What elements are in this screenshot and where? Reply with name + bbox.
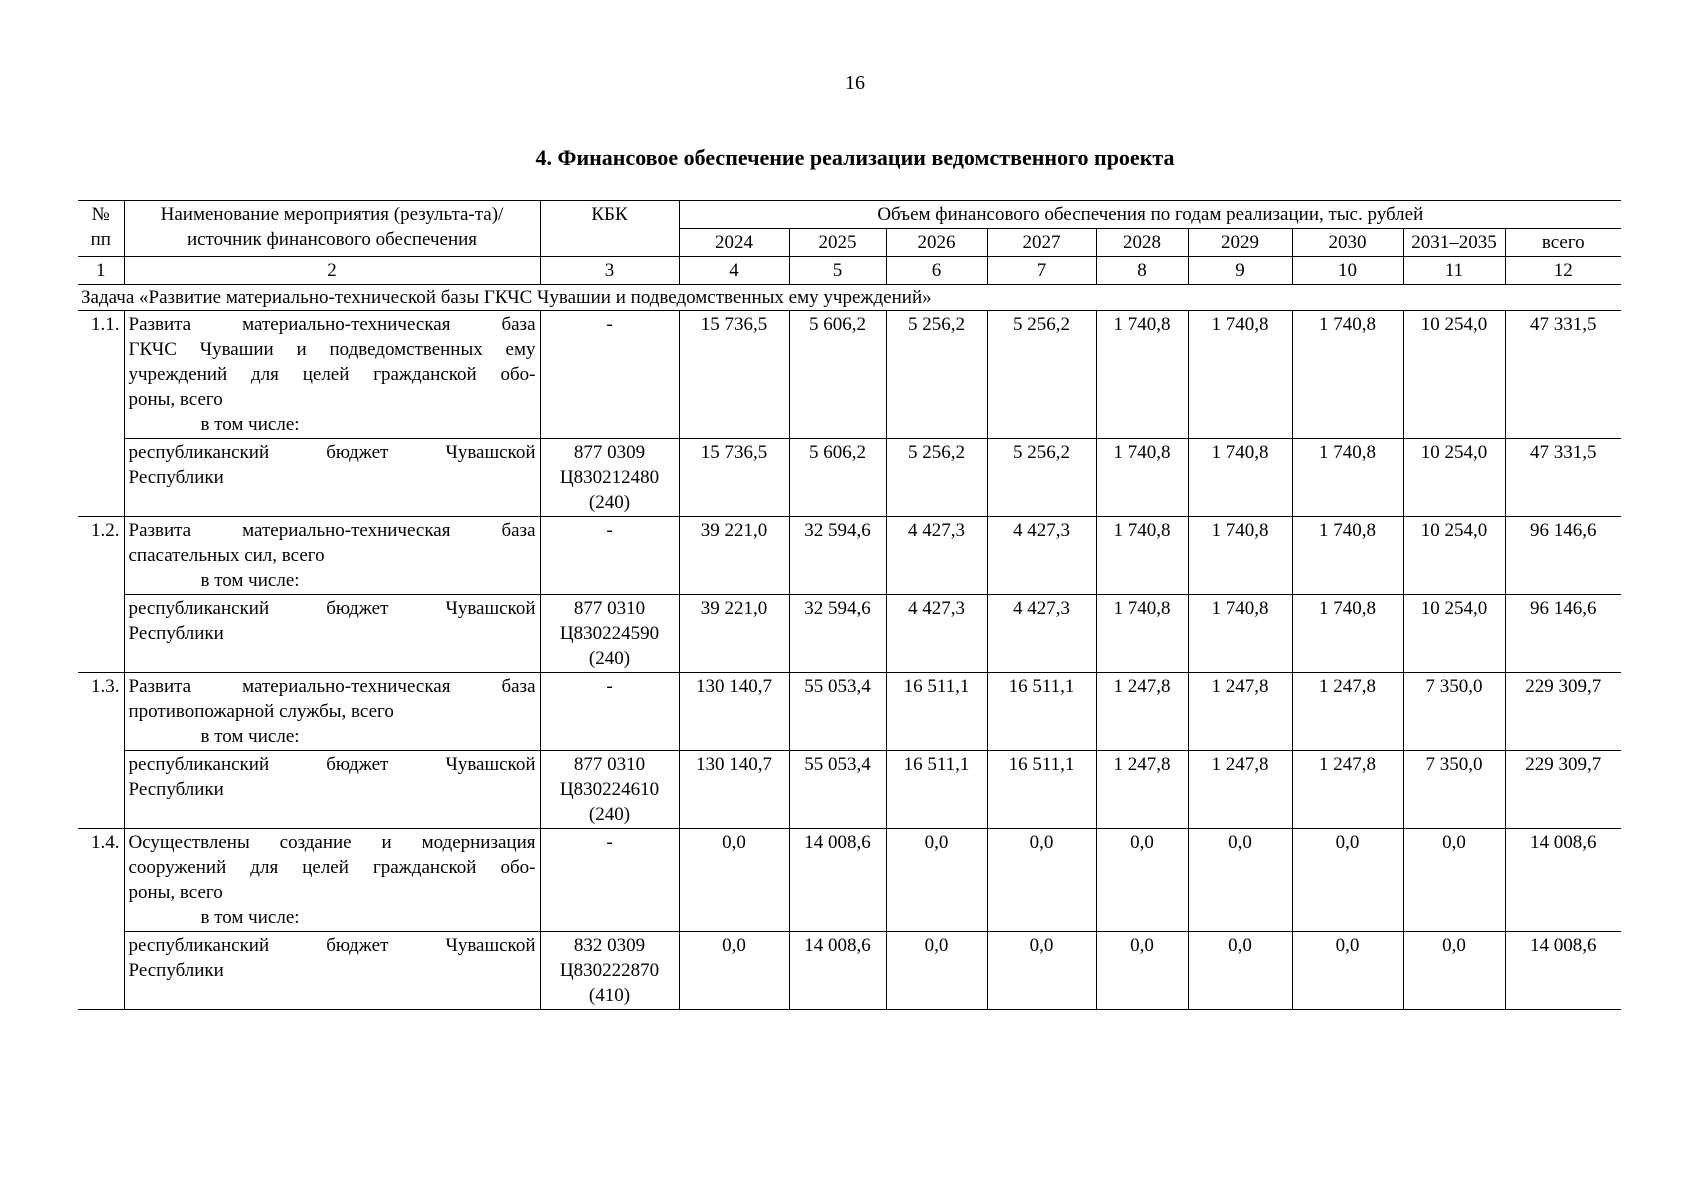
amount-cell: 1 740,8	[1292, 595, 1403, 673]
amount-cell: 5 606,2	[789, 311, 886, 439]
kbk-code	[540, 439, 679, 517]
amount-cell: 1 740,8	[1096, 595, 1188, 673]
amount-cell: 16 511,1	[987, 751, 1096, 829]
task-title: Задача «Развитие материально-технической базы ГКЧС Чувашии и подведомственных ему учреждений»	[78, 285, 1621, 311]
amount-cell: 5 606,2	[789, 439, 886, 517]
header-row	[78, 201, 1621, 229]
kbk-code-line: Ц830224610	[559, 779, 660, 800]
amount-cell: 14 008,6	[789, 829, 886, 932]
item-name-line: республиканский бюджет Чувашской	[128, 442, 536, 463]
amount-cell: 14 008,6	[789, 932, 886, 1010]
column-index: 7	[987, 257, 1096, 285]
item-name	[124, 517, 540, 595]
amount-cell: 14 008,6	[1505, 829, 1621, 932]
amount-cell: 1 247,8	[1292, 673, 1403, 751]
kbk-code-line: (240)	[588, 804, 631, 825]
kbk-code-line: 877 0310	[573, 598, 646, 619]
amount-cell: 1 740,8	[1188, 517, 1292, 595]
amount-cell: 1 740,8	[1096, 439, 1188, 517]
amount-cell: 0,0	[679, 829, 789, 932]
source-row	[78, 932, 1621, 1010]
amount-cell: 0,0	[1292, 829, 1403, 932]
column-index: 12	[1505, 257, 1621, 285]
header-year: 2025	[789, 229, 886, 257]
amount-cell: 55 053,4	[789, 673, 886, 751]
kbk-code: -	[540, 673, 679, 751]
amount-cell: 0,0	[1096, 932, 1188, 1010]
amount-cell: 0,0	[1403, 932, 1505, 1010]
header-year: 2030	[1292, 229, 1403, 257]
item-name-line: Республики	[128, 623, 224, 644]
amount-cell: 0,0	[886, 932, 987, 1010]
column-index: 3	[540, 257, 679, 285]
column-index: 9	[1188, 257, 1292, 285]
header-year: 2029	[1188, 229, 1292, 257]
amount-cell: 14 008,6	[1505, 932, 1621, 1010]
amount-cell: 5 256,2	[886, 311, 987, 439]
amount-cell: 229 309,7	[1505, 751, 1621, 829]
amount-cell: 7 350,0	[1403, 673, 1505, 751]
result-row	[78, 829, 1621, 932]
kbk-code: -	[540, 829, 679, 932]
column-index: 5	[789, 257, 886, 285]
amount-cell: 32 594,6	[789, 595, 886, 673]
section-title: 4. Финансовое обеспечение реализации ведомственного проекта	[535, 145, 1175, 170]
amount-cell: 5 256,2	[886, 439, 987, 517]
kbk-code-line: Ц830224590	[559, 623, 660, 644]
item-name-line: Республики	[128, 960, 224, 981]
amount-cell: 1 740,8	[1188, 439, 1292, 517]
amount-cell: 47 331,5	[1505, 311, 1621, 439]
header-year: 2026	[886, 229, 987, 257]
kbk-code	[540, 751, 679, 829]
financing-table	[78, 200, 1621, 1010]
kbk-code	[540, 595, 679, 673]
in-total-label: в том числе:	[200, 570, 300, 591]
amount-cell: 15 736,5	[679, 311, 789, 439]
in-total-label: в том числе:	[200, 414, 300, 435]
header-name: Наименование мероприятия (результа-та)/источник финансового обеспечения	[124, 201, 540, 257]
amount-cell: 0,0	[1096, 829, 1188, 932]
item-name	[124, 673, 540, 751]
amount-cell: 0,0	[1188, 932, 1292, 1010]
kbk-code: -	[540, 311, 679, 439]
item-name	[124, 829, 540, 932]
amount-cell: 5 256,2	[987, 439, 1096, 517]
item-name	[124, 439, 540, 517]
amount-cell: 39 221,0	[679, 517, 789, 595]
amount-cell: 0,0	[1292, 932, 1403, 1010]
amount-cell: 16 511,1	[886, 673, 987, 751]
header-year: 2027	[987, 229, 1096, 257]
item-name	[124, 751, 540, 829]
column-index-row	[78, 257, 1621, 285]
amount-cell: 0,0	[987, 932, 1096, 1010]
amount-cell: 39 221,0	[679, 595, 789, 673]
amount-cell: 0,0	[886, 829, 987, 932]
amount-cell: 1 740,8	[1292, 311, 1403, 439]
kbk-code-line: 877 0310	[573, 754, 646, 775]
amount-cell: 1 247,8	[1096, 673, 1188, 751]
header-num: № пп	[78, 201, 124, 257]
column-index: 6	[886, 257, 987, 285]
amount-cell: 96 146,6	[1505, 517, 1621, 595]
kbk-code-line: 877 0309	[573, 442, 646, 463]
amount-cell: 4 427,3	[886, 595, 987, 673]
column-index: 11	[1403, 257, 1505, 285]
header-volume: Объем финансового обеспечения по годам реализации, тыс. рублей	[679, 201, 1621, 229]
item-number: 1.3.	[78, 673, 124, 829]
item-name-line: республиканский бюджет Чувашской	[128, 935, 536, 956]
item-name-line: Развита материально-техническая база	[128, 676, 536, 697]
amount-cell: 4 427,3	[987, 595, 1096, 673]
item-name-line: учреждений для целей гражданской обо-	[128, 364, 536, 385]
result-row	[78, 311, 1621, 439]
header-year: 2024	[679, 229, 789, 257]
amount-cell: 0,0	[1403, 829, 1505, 932]
column-index: 10	[1292, 257, 1403, 285]
item-name-line: спасательных сил, всего	[128, 545, 325, 566]
amount-cell: 1 740,8	[1096, 517, 1188, 595]
result-row	[78, 673, 1621, 751]
header-year: 2031–2035	[1403, 229, 1505, 257]
source-row	[78, 751, 1621, 829]
item-name-line: Развита материально-техническая база	[128, 520, 536, 541]
amount-cell: 4 427,3	[987, 517, 1096, 595]
item-name	[124, 595, 540, 673]
amount-cell: 96 146,6	[1505, 595, 1621, 673]
amount-cell: 7 350,0	[1403, 751, 1505, 829]
amount-cell: 32 594,6	[789, 517, 886, 595]
item-number: 1.2.	[78, 517, 124, 673]
amount-cell: 229 309,7	[1505, 673, 1621, 751]
kbk-code-line: (240)	[588, 492, 631, 513]
amount-cell: 1 247,8	[1292, 751, 1403, 829]
kbk-code-line: 832 0309	[573, 935, 646, 956]
header-year: 2028	[1096, 229, 1188, 257]
amount-cell: 130 140,7	[679, 751, 789, 829]
amount-cell: 16 511,1	[886, 751, 987, 829]
amount-cell: 10 254,0	[1403, 311, 1505, 439]
kbk-code-line: (240)	[588, 648, 631, 669]
item-name-line: ГКЧС Чувашии и подведомственных ему	[128, 339, 536, 360]
item-name-line: роны, всего	[128, 389, 223, 410]
amount-cell: 1 247,8	[1096, 751, 1188, 829]
in-total-label: в том числе:	[200, 907, 300, 928]
column-index: 4	[679, 257, 789, 285]
amount-cell: 10 254,0	[1403, 595, 1505, 673]
item-name-line: Республики	[128, 779, 224, 800]
kbk-code-line: (410)	[588, 985, 631, 1006]
item-number: 1.4.	[78, 829, 124, 1010]
amount-cell: 0,0	[987, 829, 1096, 932]
amount-cell: 1 740,8	[1188, 311, 1292, 439]
column-index: 1	[78, 257, 124, 285]
item-name-line: сооружений для целей гражданской обо-	[128, 857, 536, 878]
amount-cell: 130 140,7	[679, 673, 789, 751]
amount-cell: 10 254,0	[1403, 517, 1505, 595]
header-year: всего	[1505, 229, 1621, 257]
item-name-line: республиканский бюджет Чувашской	[128, 754, 536, 775]
amount-cell: 15 736,5	[679, 439, 789, 517]
amount-cell: 10 254,0	[1403, 439, 1505, 517]
task-row	[78, 285, 1621, 311]
amount-cell: 47 331,5	[1505, 439, 1621, 517]
amount-cell: 1 740,8	[1096, 311, 1188, 439]
item-name-line: Развита материально-техническая база	[128, 314, 536, 335]
item-number: 1.1.	[78, 311, 124, 517]
item-name	[124, 311, 540, 439]
result-row	[78, 517, 1621, 595]
kbk-code	[540, 932, 679, 1010]
amount-cell: 0,0	[1188, 829, 1292, 932]
column-index: 2	[124, 257, 540, 285]
item-name-line: Республики	[128, 467, 224, 488]
amount-cell: 55 053,4	[789, 751, 886, 829]
header-kbk: КБК	[540, 201, 679, 257]
kbk-code: -	[540, 517, 679, 595]
amount-cell: 1 740,8	[1292, 439, 1403, 517]
column-index: 8	[1096, 257, 1188, 285]
kbk-code-line: Ц830222870	[559, 960, 660, 981]
amount-cell: 1 740,8	[1188, 595, 1292, 673]
item-name-line: роны, всего	[128, 882, 223, 903]
amount-cell: 5 256,2	[987, 311, 1096, 439]
amount-cell: 4 427,3	[886, 517, 987, 595]
item-name-line: Осуществлены создание и модернизация	[128, 832, 536, 853]
in-total-label: в том числе:	[200, 726, 300, 747]
item-name-line: противопожарной службы, всего	[128, 701, 394, 722]
source-row	[78, 439, 1621, 517]
amount-cell: 0,0	[679, 932, 789, 1010]
amount-cell: 1 740,8	[1292, 517, 1403, 595]
amount-cell: 1 247,8	[1188, 673, 1292, 751]
item-name-line: республиканский бюджет Чувашской	[128, 598, 536, 619]
amount-cell: 1 247,8	[1188, 751, 1292, 829]
amount-cell: 16 511,1	[987, 673, 1096, 751]
kbk-code-line: Ц830212480	[559, 467, 660, 488]
page-number: 16	[845, 72, 865, 94]
source-row	[78, 595, 1621, 673]
item-name	[124, 932, 540, 1010]
